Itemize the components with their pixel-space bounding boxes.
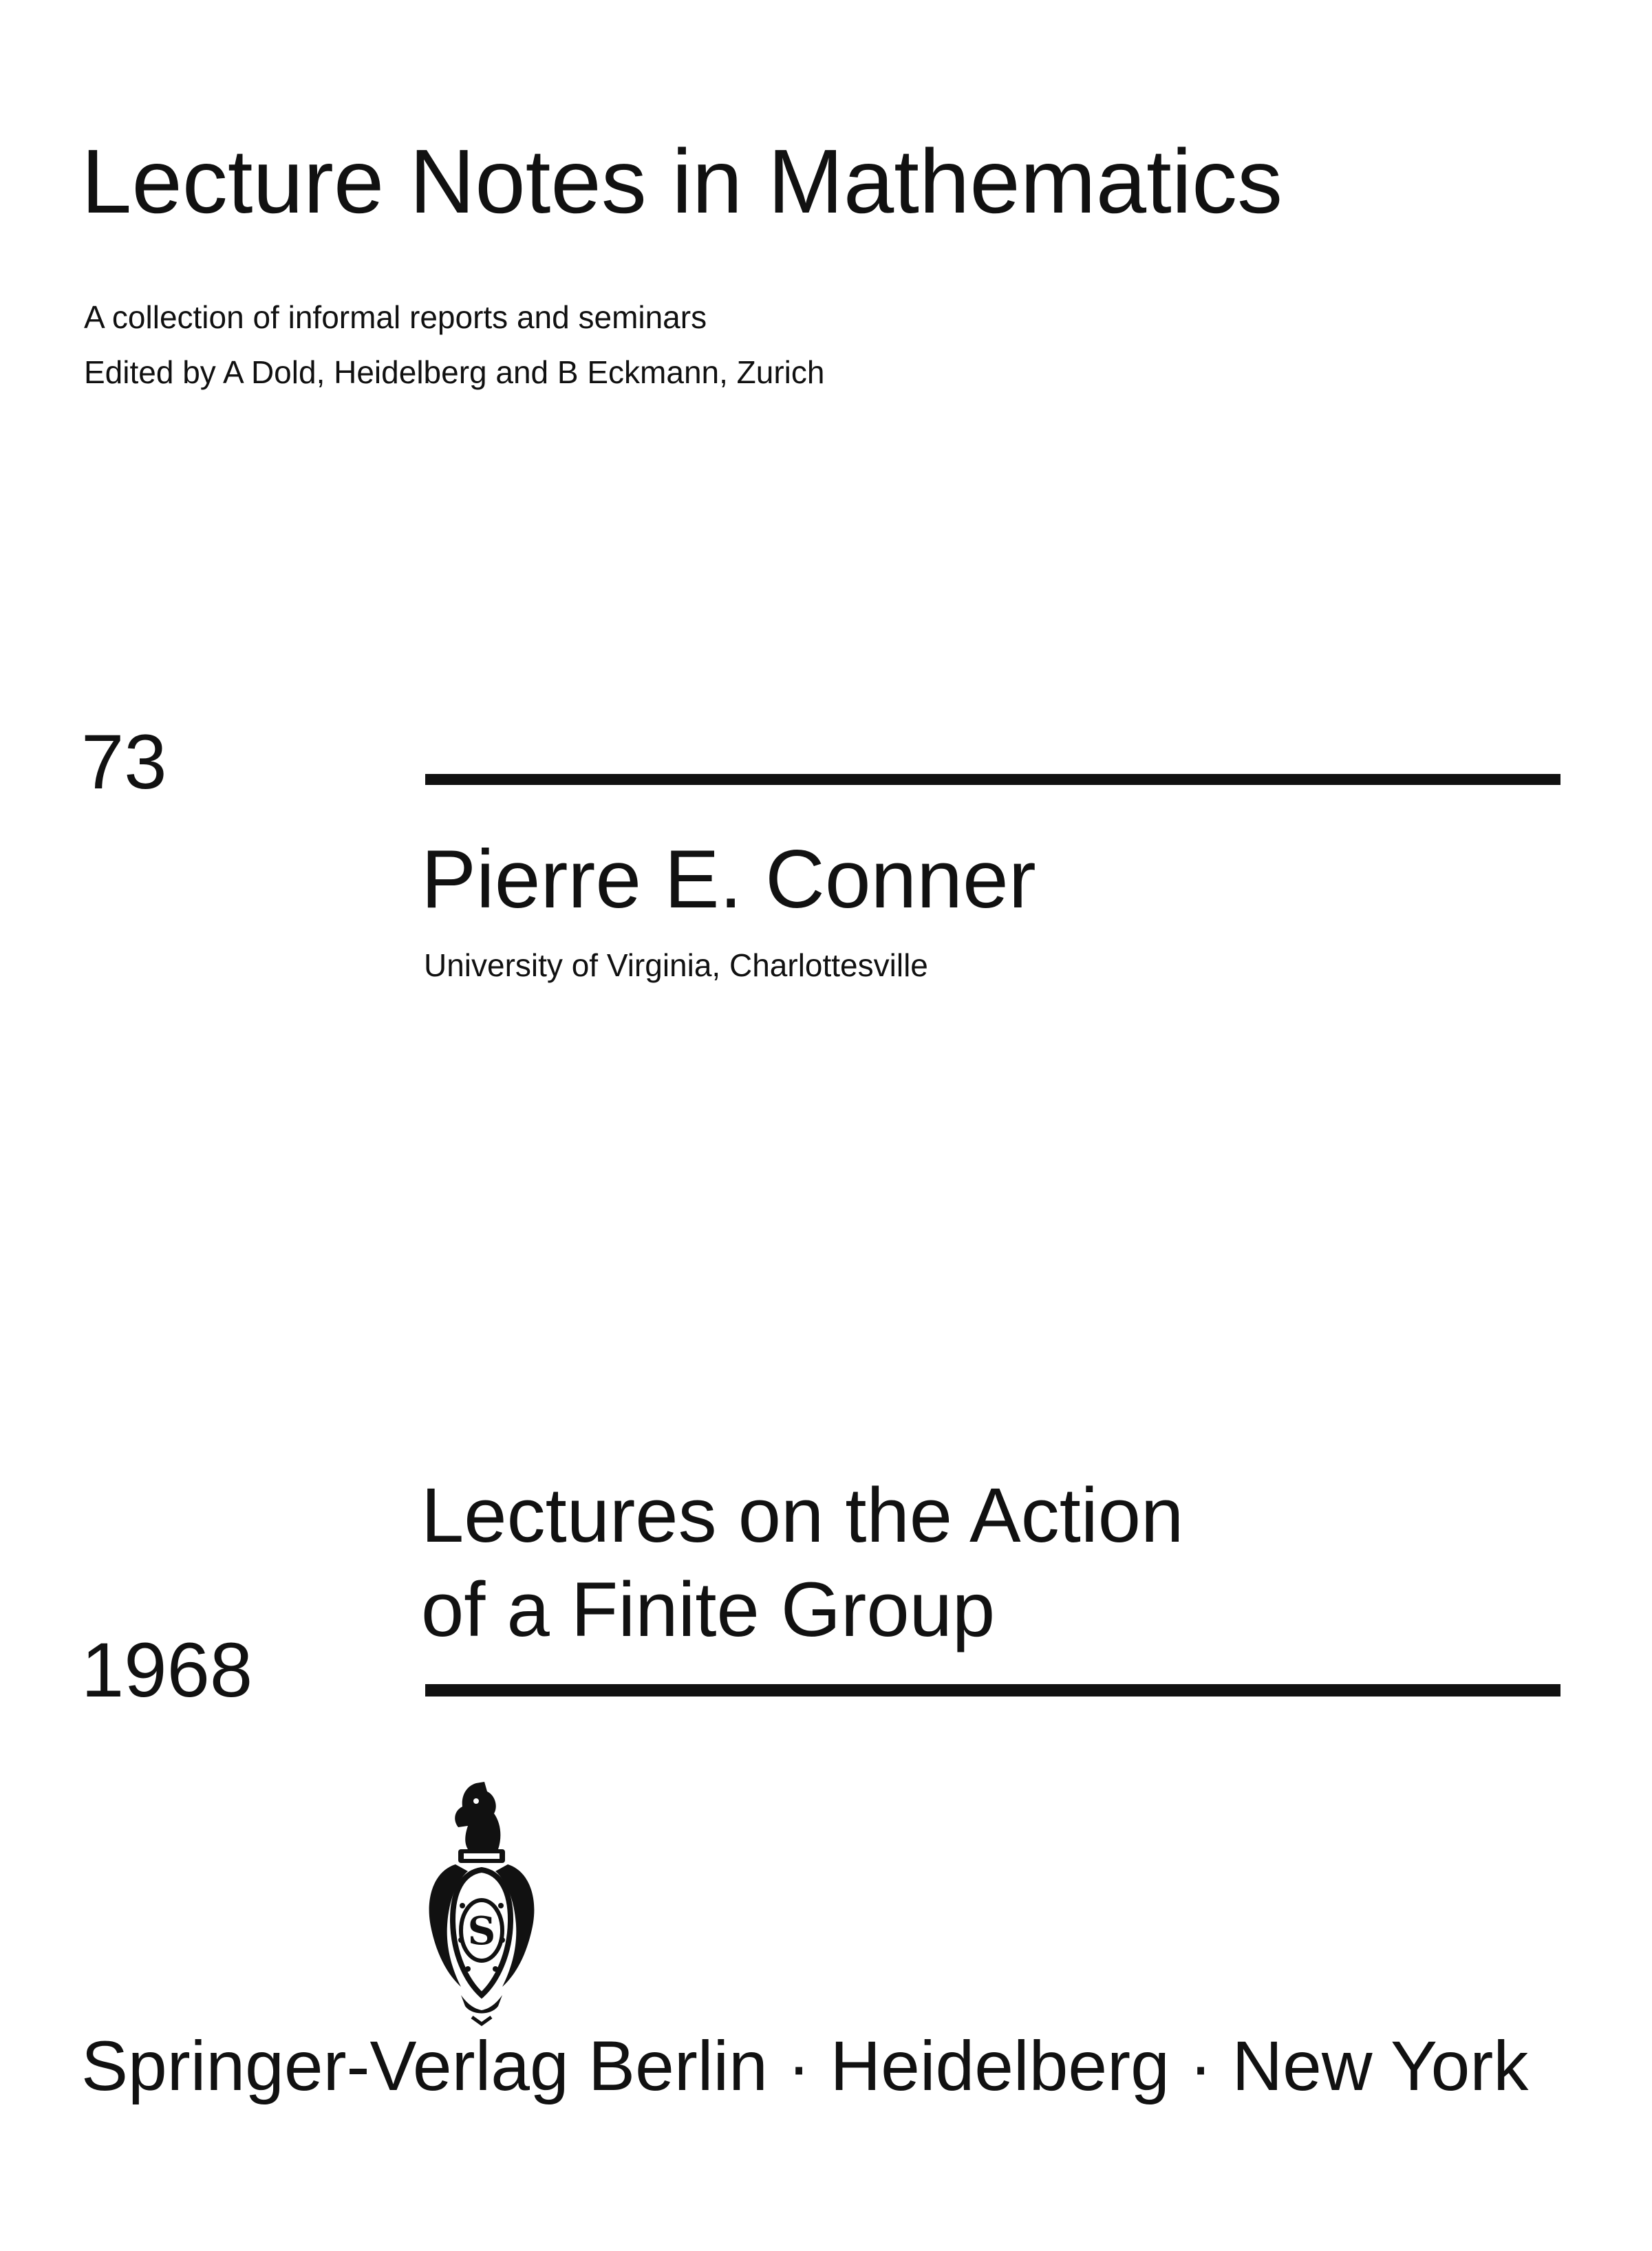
book-title-line-2: of a Finite Group <box>421 1566 996 1652</box>
series-editors: Edited by A Dold, Heidelberg and B Eckmann, Zurich <box>84 354 825 390</box>
author-affiliation: University of Virginia, Charlottesville <box>424 947 928 983</box>
volume-number: 73 <box>81 719 167 805</box>
series-title: Lecture Notes in Mathematics <box>81 131 1283 232</box>
svg-text:S: S <box>467 1908 496 1954</box>
top-rule <box>425 774 1560 785</box>
book-title <box>421 1469 1183 1657</box>
publication-year: 1968 <box>81 1627 253 1713</box>
author-name: Pierre E. Conner <box>421 833 1036 925</box>
bottom-rule <box>425 1684 1560 1697</box>
book-title-line-1: Lectures on the Action <box>421 1472 1184 1558</box>
series-subtitle: A collection of informal reports and seminars <box>84 299 707 335</box>
springer-knight-logo-icon <box>413 1768 550 2029</box>
publisher-line: Springer-Verlag Berlin · Heidelberg · New York <box>81 2027 1529 2105</box>
